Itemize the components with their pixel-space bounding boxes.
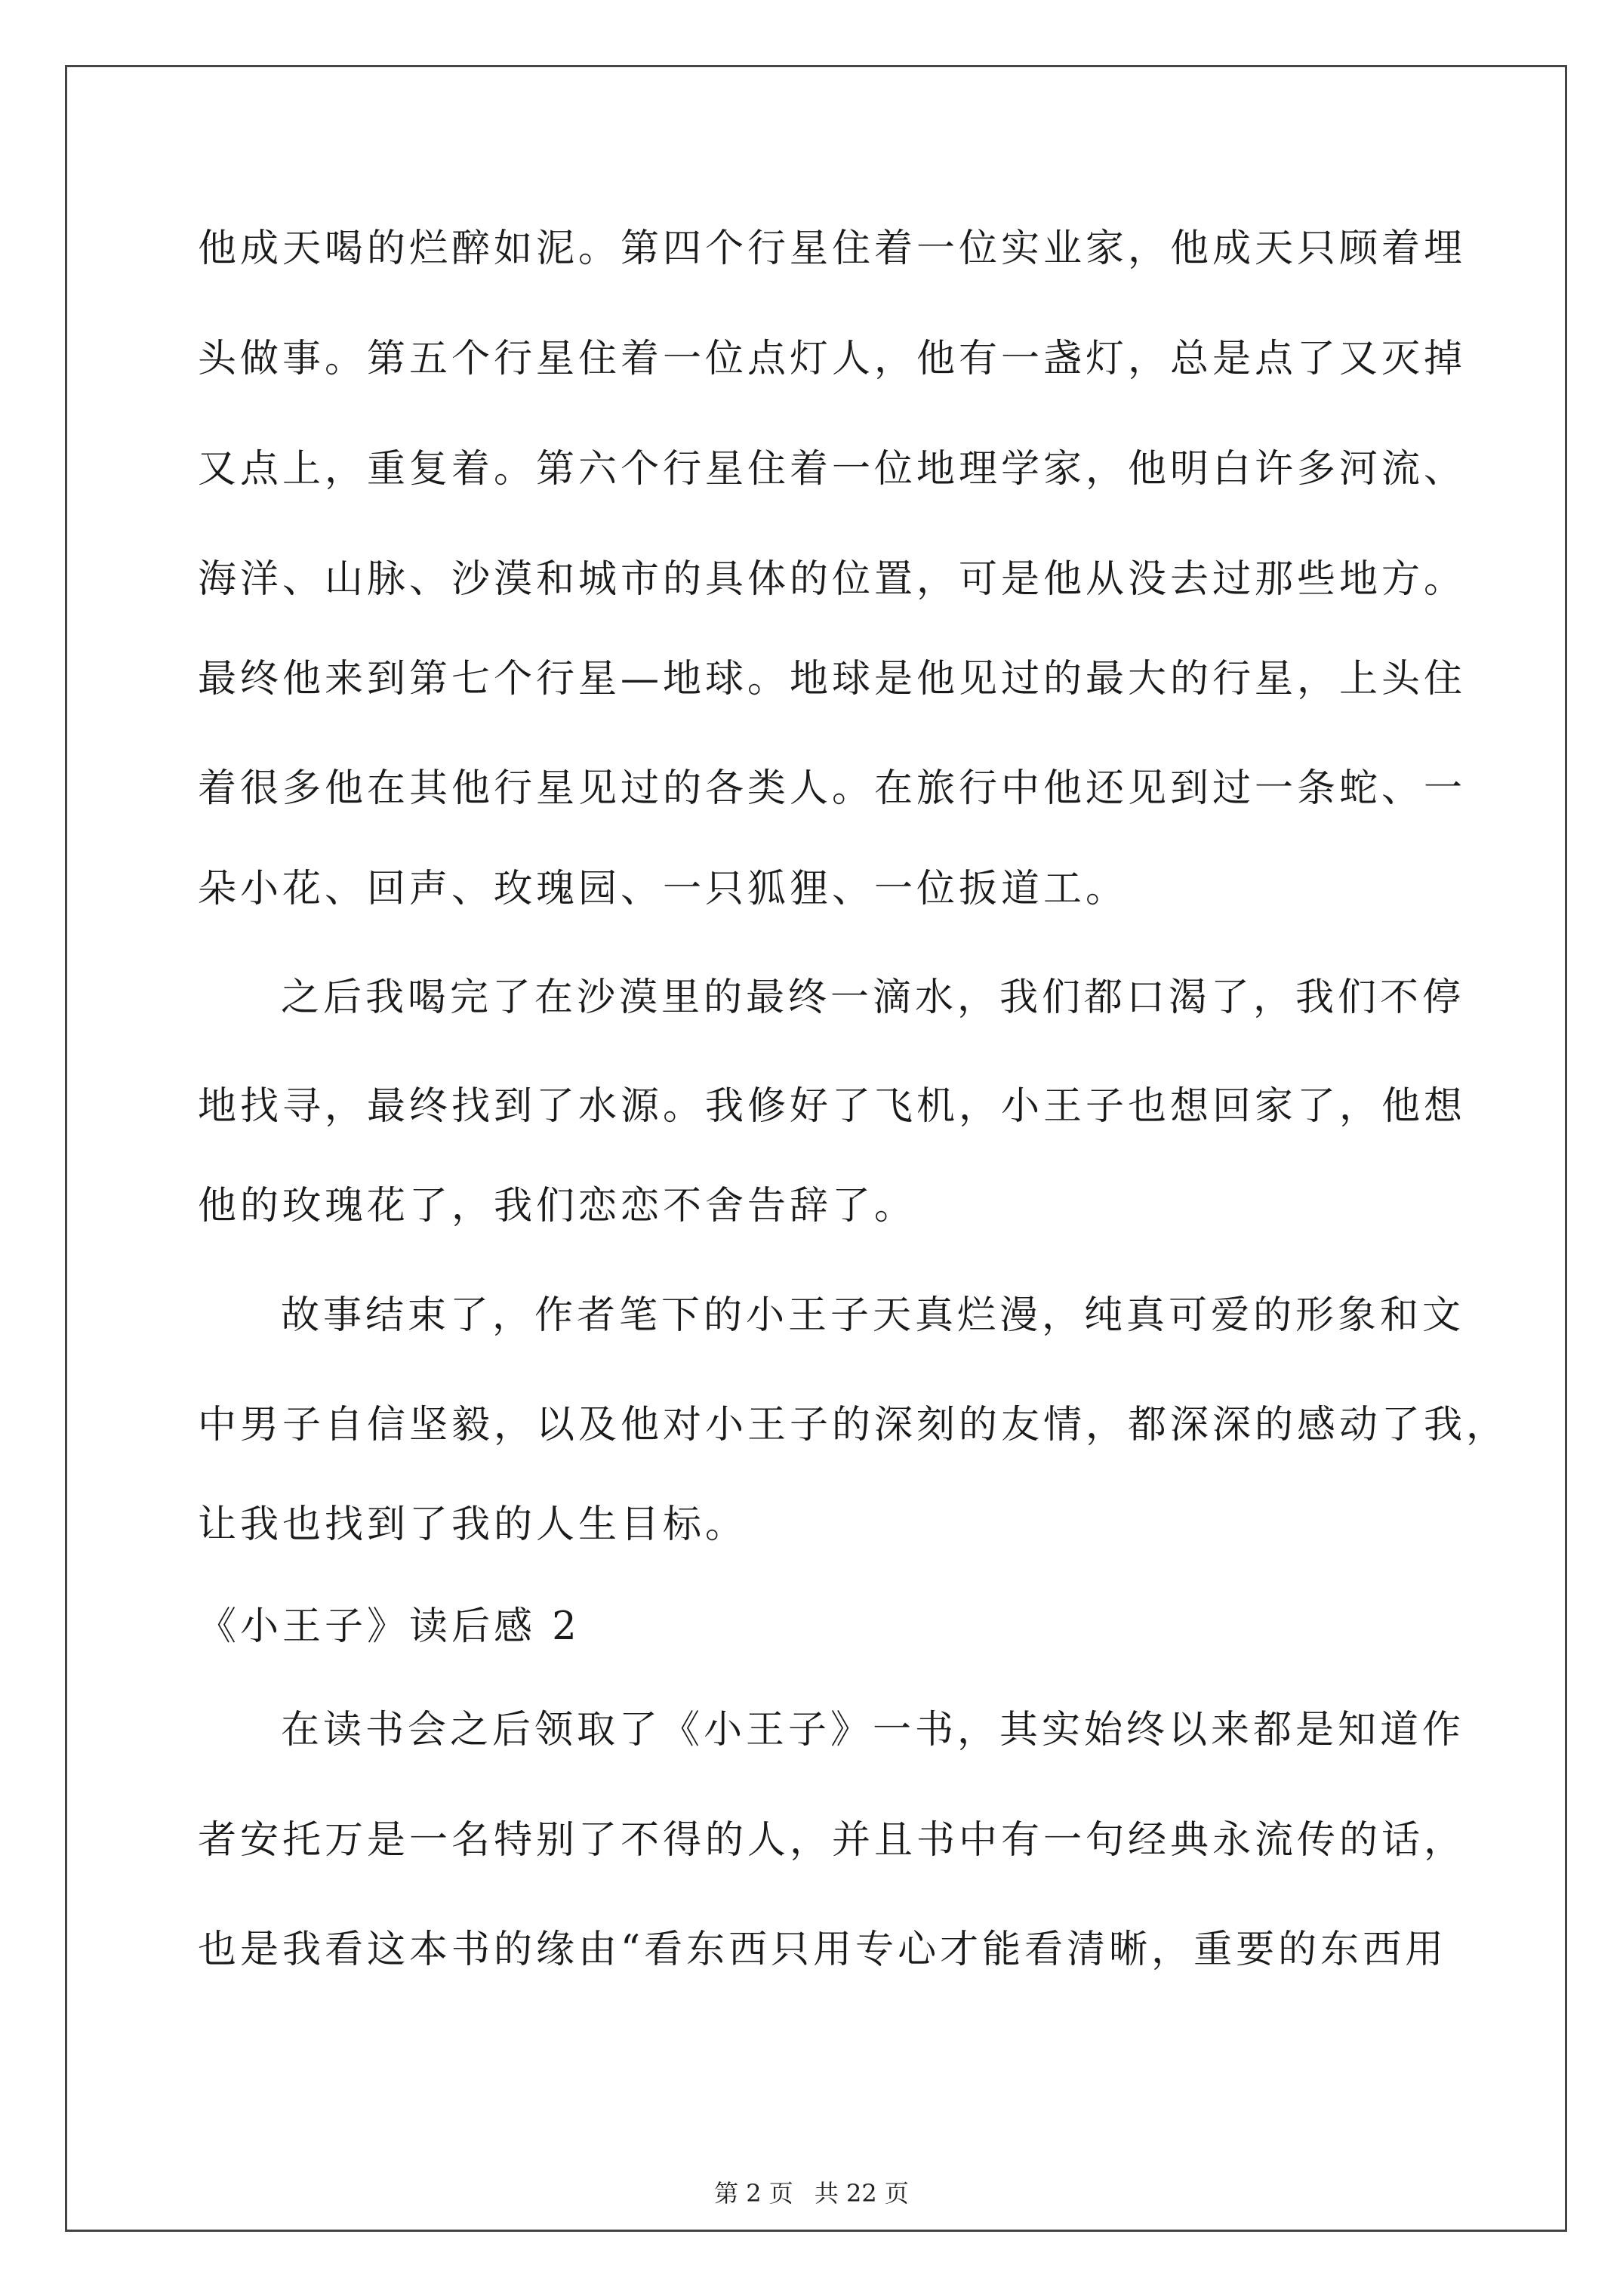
- text-line: 中男子自信坚毅，以及他对小王子的深刻的友情，都深深的感动了我，: [198, 1403, 1509, 1447]
- text-line: 他成天喝的烂醉如泥。第四个行星住着一位实业家，他成天只顾着埋: [198, 227, 1467, 271]
- text-line: 最终他来到第七个行星—地球。地球是他见过的最大的行星，上头住: [198, 657, 1467, 701]
- paragraph-start: 故事结束了，作者笔下的小王子天真烂漫，纯真可爱的形象和文: [281, 1293, 1465, 1338]
- section-heading: 《小王子》读后感 2: [198, 1604, 581, 1649]
- text-line: 他的玫瑰花了，我们恋恋不舍告辞了。: [198, 1184, 917, 1228]
- text-line: 又点上，重复着。第六个行星住着一位地理学家，他明白许多河流、: [198, 447, 1467, 492]
- text-line: 也是我看这本书的缘由“看东西只用专心才能看清晰，重要的东西用: [198, 1928, 1448, 1972]
- paragraph-start: 在读书会之后领取了《小王子》一书，其实始终以来都是知道作: [281, 1708, 1465, 1752]
- text-line: 朵小花、回声、玫瑰园、一只狐狸、一位扳道工。: [198, 867, 1129, 911]
- text-line: 头做事。第五个行星住着一位点灯人，他有一盏灯，总是点了又灭掉: [198, 337, 1467, 381]
- text-line: 者安托万是一名特别了不得的人，并且书中有一句经典永流传的话，: [198, 1818, 1467, 1863]
- paragraph-start: 之后我喝完了在沙漠里的最终一滴水，我们都口渴了，我们不停: [281, 975, 1465, 1020]
- page-number: 第 2 页: [714, 2179, 793, 2208]
- page-total: 共 22 页: [814, 2179, 909, 2208]
- text-line: 海洋、山脉、沙漠和城市的具体的位置，可是他从没去过那些地方。: [198, 557, 1467, 602]
- page-footer: [0, 2174, 1623, 2209]
- text-line: 地找寻，最终找到了水源。我修好了飞机，小王子也想回家了，他想: [198, 1084, 1467, 1129]
- page-border: [65, 65, 1567, 2232]
- text-line: 着很多他在其他行星见过的各类人。在旅行中他还见到过一条蛇、一: [198, 766, 1467, 811]
- text-line: 让我也找到了我的人生目标。: [198, 1502, 748, 1547]
